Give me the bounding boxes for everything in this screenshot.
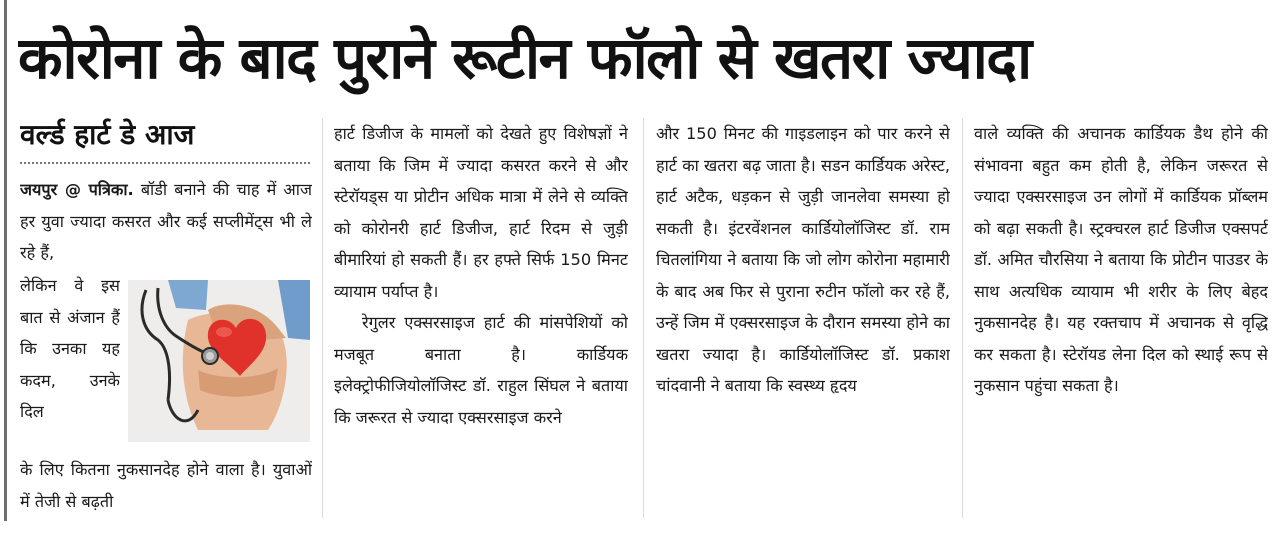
article-col-1-top <box>20 174 312 266</box>
article-text: के लिए कितना नुकसानदेह होने वाला है। युवाओं में तेजी से बढ़ती <box>20 460 312 511</box>
article-col-3 <box>656 118 950 518</box>
column-gutter <box>962 118 963 518</box>
article-paragraph: वाले व्यक्ति की अचानक कार्डियक डैथ होने की संभावना बहुत कम होती है, लेकिन जरूरत से ज्यादा एक्सरसाइज उन लोगों में कार्डियक प्रॉब्लम को बढ़ा सकती है। स्ट्रक्चरल हार्ट डिजीज एक्सपर्ट डॉ. अमित चौरसिया ने बताया कि प्रोटीन पाउडर के साथ अत्यधिक व्यायाम भी शरीर के लिए बेहद नुकसानदेह है। यह रक्तचाप में अचानक से वृद्धि कर सकता है। स्टेरॉयड लेना दिल को स्थाई रूप से नुकसान पहुंचा सकता है। <box>974 124 1268 395</box>
dateline: जयपुर @ पत्रिका. <box>20 180 134 199</box>
left-column-rule <box>4 0 7 521</box>
column-gutter <box>322 118 323 518</box>
hands-heart-stethoscope-image <box>128 280 310 442</box>
article-col-1-lede-paragraph <box>20 174 312 266</box>
article-paragraph: और 150 मिनट की गाइडलाइन को पार करने से हार्ट का खतरा बढ़ जाता है। सडन कार्डियक अरेस्ट, हार्ट अटैक, धड़कन से जुड़ी जानलेवा समस्या हो सकती है। इंटरवेंशनल कार्डियोलॉजिस्ट डॉ. राम चितलांगिया ने बताया कि जो लोग कोरोना महामारी के बाद अब फिर से पुराना रुटीन फॉलो कर रहे हैं, उन्हें जिम में एक्सरसाइज के दौरान समस्या होने का खतरा ज्यादा है। कार्डियोलॉजिस्ट डॉ. प्रकाश चांदवानी ने बताया कि स्वस्थ्य हृदय <box>656 124 950 395</box>
dotted-divider <box>20 162 310 164</box>
article-col-1-bottom <box>20 454 312 518</box>
article-photo <box>128 280 310 442</box>
kicker: वर्ल्ड हार्ट डे आज <box>20 118 195 151</box>
column-gutter <box>643 118 644 518</box>
article-paragraph: रेगुलर एक्सरसाइज हार्ट की मांसपेशियों को मजबूत बनाता है। कार्डियक इलेक्ट्रोफीजियोलॉजिस्ट डॉ. राहुल सिंघल ने बताया कि जरूरत से ज्यादा एक्सरसाइज करने <box>334 313 628 427</box>
article-text: बॉडी बनाने की चाह में आज हर युवा ज्यादा कसरत और कई सप्लीमेंट्स भी ले रहे हैं, <box>20 180 312 262</box>
article-paragraph: हार्ट डिजीज के मामलों को देखते हुए विशेषज्ञों ने बताया कि जिम में ज्यादा कसरत करने से और स्टेरॉयड्स या प्रोटीन अधिक मात्रा में लेने से व्यक्ति को कोरोनरी हार्ट डिजीज, हार्ट रिदम से जुड़ी बीमारियां हो सकती हैं। हर हफ्ते सिर्फ 150 मिनट व्यायाम पर्याप्त है। <box>334 124 628 301</box>
article-text: लेकिन वे इस बात से अंजान हैं कि उनका यह कदम, उनके दिल <box>20 276 120 421</box>
article-col-4 <box>974 118 1268 518</box>
article-col-2 <box>334 118 628 518</box>
article-col-1-wrap <box>20 270 120 428</box>
headline: कोरोना के बाद पुराने रूटीन फॉलो से खतरा ज्यादा <box>18 24 1031 92</box>
